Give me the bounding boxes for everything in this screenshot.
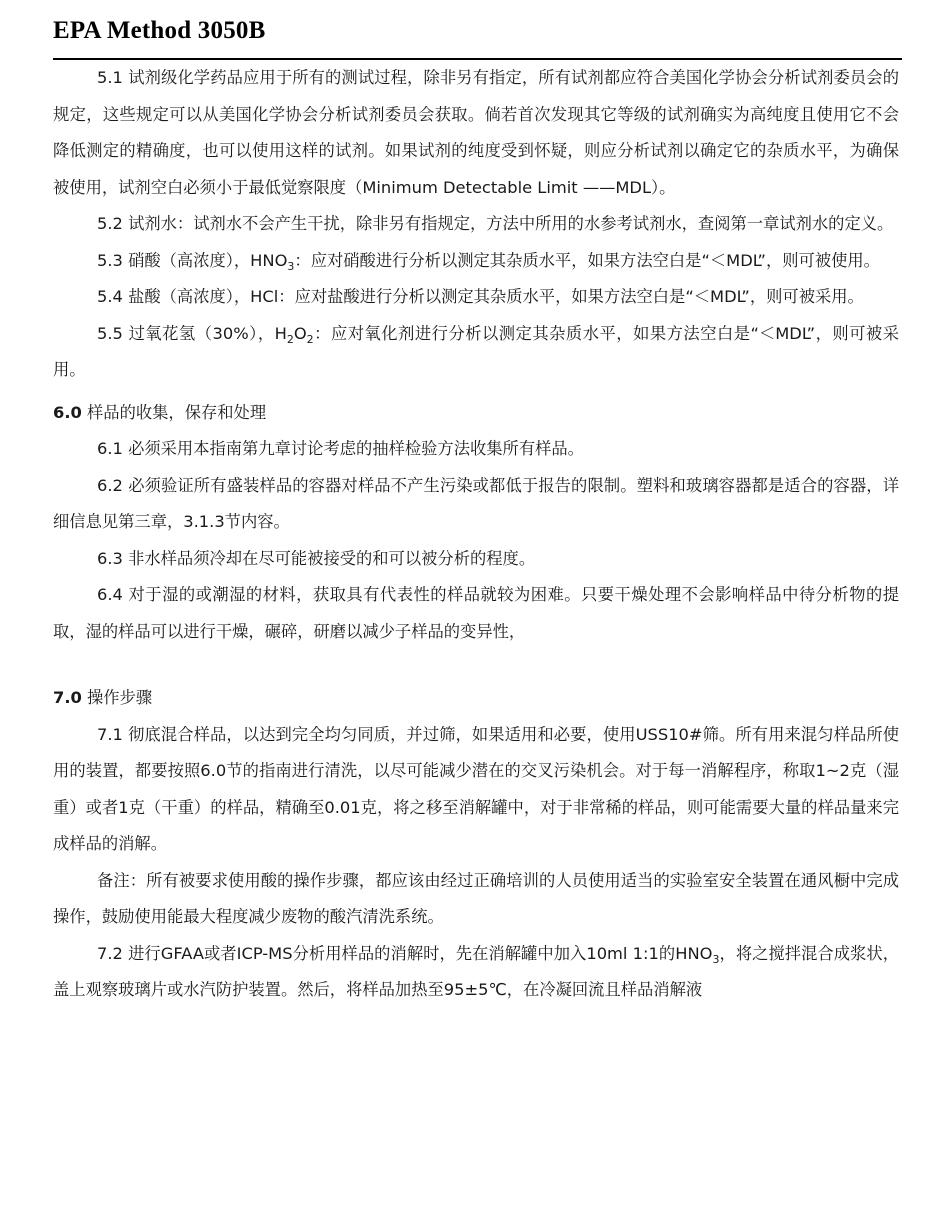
section-number: 6.0 (53, 402, 82, 422)
paragraph-6-3: 6.3 非水样品须冷却在尽可能被接受的和可以被分析的程度。 (97, 548, 536, 568)
paragraph-5-1: 5.1 试剂级化学药品应用于所有的测试过程，除非另有指定，所有试剂都应符合美国化学协会分析试剂委员会的规定，这些规定可以从美国化学协会分析试剂委员会获取。倘若首次发现其它等级的试剂确实为高纯度且使用它不会降低测定的精确度，也可以使用这样的试剂。如果试剂的纯度受到怀疑，则应分析试剂以确定它的杂质水平，为确保被使用，试剂空白必须小于最低觉察限度（Minimum Detectable Limit ——MDL）。 (53, 68, 899, 197)
paragraph-5-3-text-b: ：应对硝酸进行分析以测定其杂质水平，如果方法空白是“＜MDL”，则可被使用。 (294, 250, 880, 270)
paragraph-7-2 (53, 936, 899, 1009)
paragraph-5-2: 5.2 试剂水：试剂水不会产生干扰，除非另有指规定，方法中所用的水参考试剂水，查阅第一章试剂水的定义。 (97, 214, 894, 233)
paragraph-7-1: 7.1 彻底混合样品，以达到完全均匀同质，并过筛，如果适用和必要，使用USS10#筛。所有用来混匀样品所使用的装置，都要按照6.0节的指南进行清洗，以尽可能减少潜在的交叉污染机会。对于每一消解程序，称取1~2克（湿重）或者1克（干重）的样品，精确至0.01克，将之移至消解罐中，对于非常稀的样品，则可能需要大量的样品量来完成样品的消解。 (53, 724, 899, 853)
paragraph-7-2-text-b: ，将之搅拌混合成浆状，盖上观察玻璃片或水汽防护装置。然后，将样品加热至95±5℃，在冷凝回流且样品消解液 (53, 943, 899, 999)
section-title: 操作步骤 (81, 688, 153, 707)
subscript: 2 (306, 332, 314, 346)
subscript: 3 (712, 952, 720, 966)
paragraph-6-2: 6.2 必须验证所有盛装样品的容器对样品不产生污染或都低于报告的限制。塑料和玻璃容器都是适合的容器，详细信息见第三章，3.1.3节内容。 (53, 475, 899, 531)
paragraph-5-4: 5.4 盐酸（高浓度），HCl：应对盐酸进行分析以测定其杂质水平，如果方法空白是“＜MDL”，则可被采用。 (97, 287, 864, 306)
paragraph-5-5 (53, 316, 899, 389)
paragraph-6-4: 6.4 对于湿的或潮湿的材料，获取具有代表性的样品就较为困难。只要干燥处理不会影响样品中待分析物的提取，湿的样品可以进行干燥，碾碎，研磨以减少子样品的变异性， (53, 585, 899, 641)
paragraph-5-5-text-b: O (293, 323, 307, 343)
paragraph-5-3-text-a: 5.3 硝酸（高浓度），HNO (97, 250, 288, 270)
section-heading-6 (53, 395, 899, 432)
paragraph-6-1: 6.1 必须采用本指南第九章讨论考虑的抽样检验方法收集所有样品。 (97, 439, 584, 458)
note-paragraph: 备注：所有被要求使用酸的操作步骤，都应该由经过正确培训的人员使用适当的实验室安全装置在通风橱中完成操作，鼓励使用能最大程度减少废物的酸汽清洗系统。 (53, 870, 899, 926)
subscript: 3 (287, 259, 295, 273)
section-number: 7.0 (53, 688, 82, 707)
section-heading-7 (53, 680, 899, 717)
page-title: EPA Method 3050B (53, 17, 266, 44)
paragraph-7-2-text-a: 7.2 进行GFAA或者ICP-MS分析用样品的消解时，先在消解罐中加入10ml 1:1的HNO (97, 943, 713, 963)
paragraph-5-5-text-c: ：应对氧化剂进行分析以测定其杂质水平，如果方法空白是“＜MDL”，则可被采用。 (53, 323, 899, 379)
document-body (53, 60, 899, 1009)
paragraph-5-5-text-a: 5.5 过氧花氢（30%），H (97, 323, 287, 343)
section-title: 样品的收集，保存和处理 (81, 402, 267, 422)
subscript: 2 (286, 332, 294, 346)
paragraph-5-3 (53, 243, 899, 280)
